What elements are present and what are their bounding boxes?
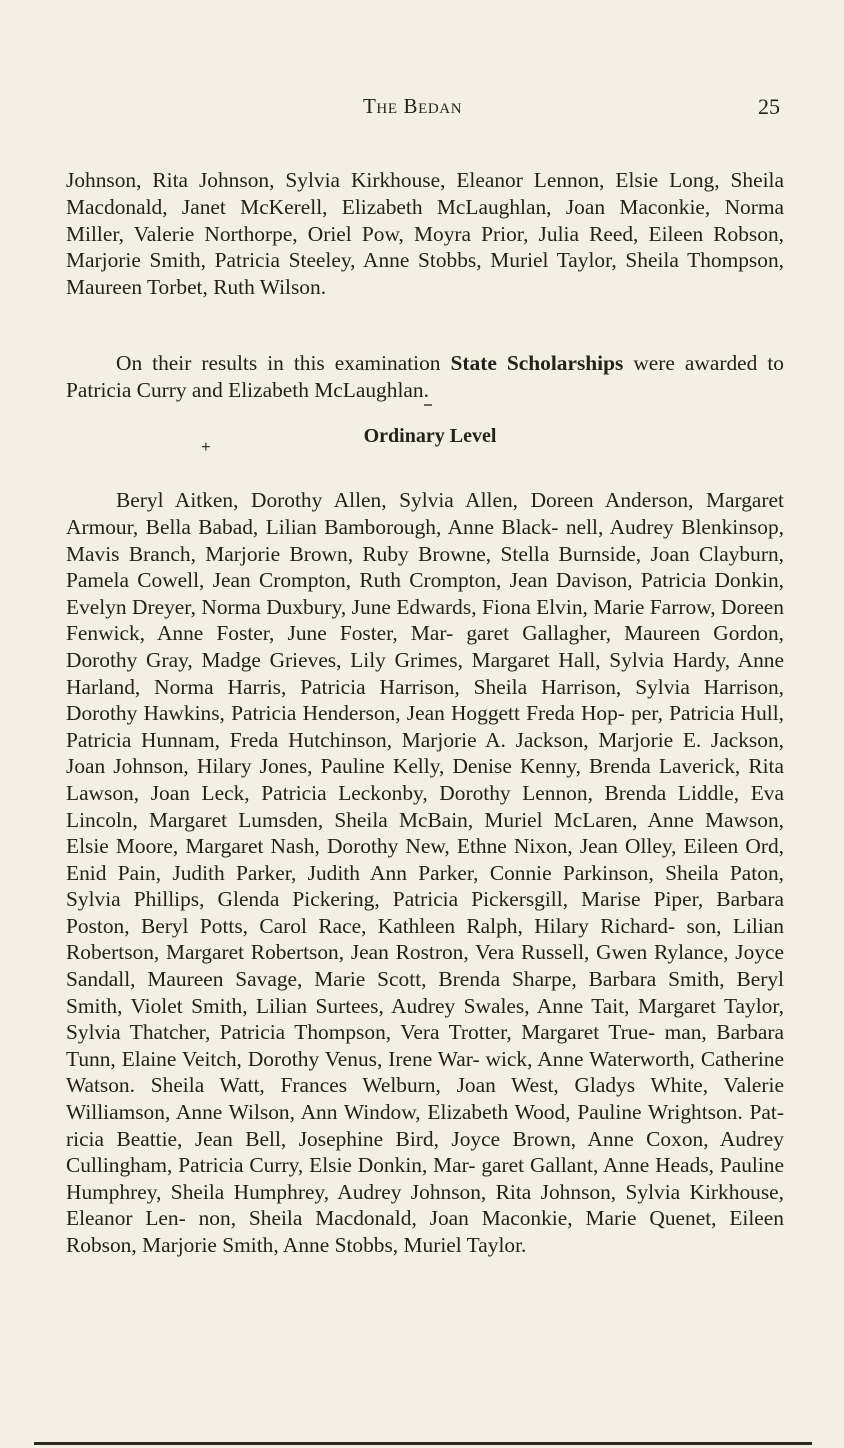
- scholarship-paragraph: [66, 350, 784, 403]
- running-head: [0, 94, 844, 124]
- page-number: 25: [758, 94, 780, 119]
- bottom-rule: [34, 1442, 812, 1445]
- ordinary-level-name-list: Beryl Aitken, Dorothy Allen, Sylvia Allen, Doreen Anderson, Margaret Armour, Bella Babad, Lilian Bamborough, Anne Black- nell, Audrey Blenkinsop, Mavis Branch, Marjorie Brown, Ruby Browne, Stella Burnside, Joan Clayburn, Pamela Cowell, Jean Crompton, Ruth Crompton, Jean Davison, Patricia Donkin, Evelyn Dreyer, Norma Duxbury, June Edwards, Fiona Elvin, Marie Farrow, Doreen Fenwick, Anne Foster, June Foster, Mar- garet Gallagher, Maureen Gordon, Dorothy Gray, Madge Grieves, Lily Grimes, Margaret Hall, Sylvia Hardy, Anne Harland, Norma Harris, Patricia Harrison, Sheila Harrison, Sylvia Harrison, Dorothy Hawkins, Patricia Henderson, Jean Hoggett Freda Hop- per, Patricia Hull, Patricia Hunnam, Freda Hutchinson, Marjorie A. Jackson, Marjorie E. Jackson, Joan Johnson, Hilary Jones, Pauline Kelly, Denise Kenny, Brenda Laverick, Rita Lawson, Joan Leck, Patricia Leckonby, Dorothy Lennon, Brenda Liddle, Eva Lincoln, Margaret Lumsden, Sheila McBain, Muriel McLaren, Anne Mawson, Elsie Moore, Margaret Nash, Dorothy New, Ethne Nixon, Jean Olley, Eileen Ord, Enid Pain, Judith Parker, Judith Ann Parker, Connie Parkinson, Sheila Paton, Sylvia Phillips, Glenda Pickering, Patricia Pickersgill, Marise Piper, Barbara Poston, Beryl Potts, Carol Race, Kathleen Ralph, Hilary Richard- son, Lilian Robertson, Margaret Robertson, Jean Rostron, Vera Russell, Gwen Rylance, Joyce Sandall, Maureen Savage, Marie Scott, Brenda Sharpe, Barbara Smith, Beryl Smith, Violet Smith, Lilian Surtees, Audrey Swales, Anne Tait, Margaret Taylor, Sylvia Thatcher, Patricia Thompson, Vera Trotter, Margaret True- man, Barbara Tunn, Elaine Veitch, Dorothy Venus, Irene War- wick, Anne Waterworth, Catherine Watson. Sheila Watt, Frances Welburn, Joan West, Gladys White, Valerie Williamson, Anne Wilson, Ann Window, Elizabeth Wood, Pauline Wrightson. Pat- ricia Beattie, Jean Bell, Josephine Bird, Joyce Brown, Anne Coxon, Audrey Cullingham, Patricia Curry, Elsie Donkin, Mar- garet Gallant, Anne Heads, Pauline Humphrey, Sheila Humphrey, Audrey Johnson, Rita Johnson, Sylvia Kirkhouse, Eleanor Len- non, Sheila Macdonald, Joan Maconkie, Marie Quenet, Eileen Robson, Marjorie Smith, Anne Stobbs, Muriel Taylor.: [66, 488, 784, 1258]
- scholarship-intro: On their results in this examination: [116, 351, 451, 376]
- ordinary-level-heading: Ordinary Level: [363, 425, 497, 447]
- running-title: The Bedan: [363, 94, 463, 118]
- scholarship-emphasis: State Scholarships: [450, 351, 624, 376]
- scholarship-rest: were awarded to Patricia Curry and Elizabeth McLaughlan.: [66, 351, 784, 402]
- handwritten-margin-mark: +: [201, 437, 211, 456]
- continued-name-list: Johnson, Rita Johnson, Sylvia Kirkhouse, Eleanor Lennon, Elsie Long, Sheila Macdonald, Janet McKerell, Elizabeth McLaughlan, Joan Maconkie, Norma Miller, Valerie Northorpe, Oriel Pow, Moyra Prior, Julia Reed, Eileen Robson, Marjorie Smith, Patricia Steeley, Anne Stobbs, Muriel Taylor, Sheila Thompson, Maureen Torbet, Ruth Wilson.: [66, 168, 784, 299]
- stray-ink-mark: [424, 404, 432, 406]
